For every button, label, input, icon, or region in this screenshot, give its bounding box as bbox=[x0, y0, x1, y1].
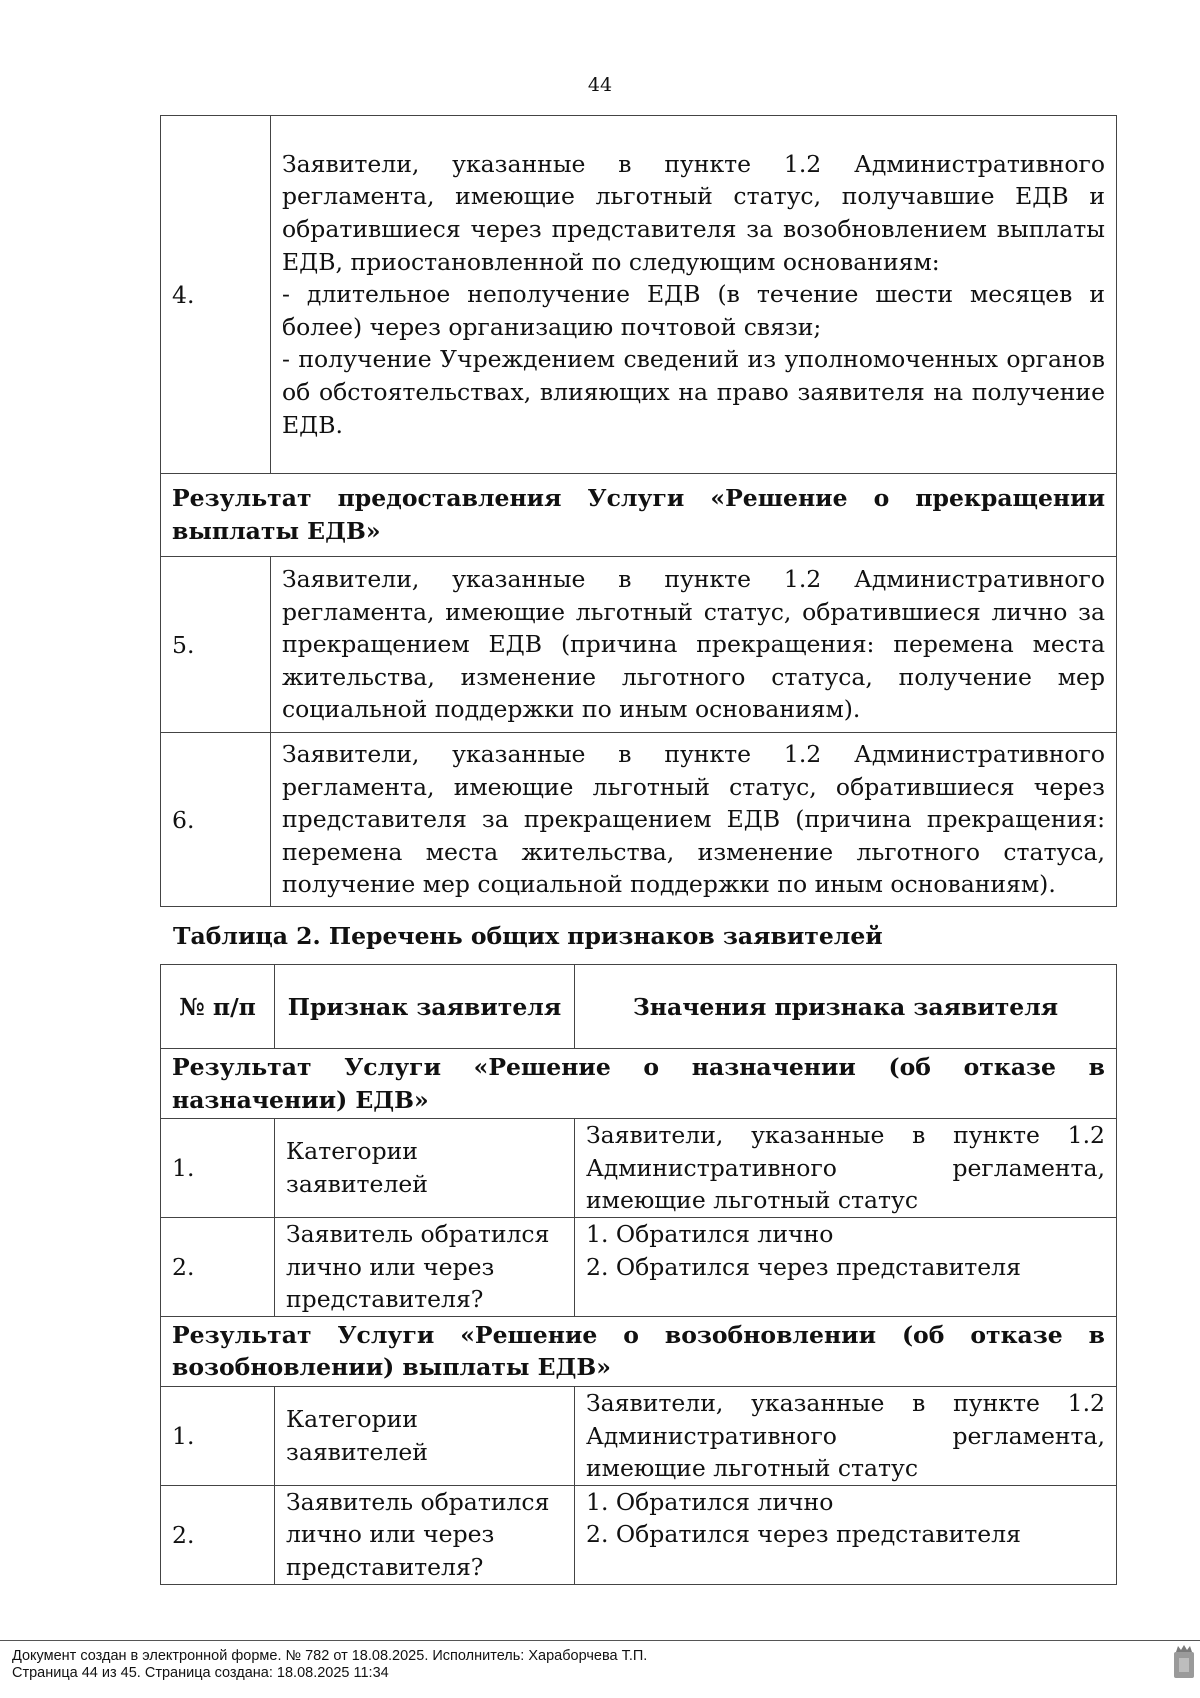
row-description: Заявители, указанные в пункте 1.2 Административного регламента, имеющие льготный статус, обратившиеся лично за прекращением ЕДВ (причина прекращения: перемена места жительства, изменение льготного статуса, получение мер социальной поддержки по иным основаниям). bbox=[271, 557, 1117, 733]
section-header-row bbox=[161, 474, 1117, 557]
row-number: 4. bbox=[161, 116, 271, 474]
attribute-name: Категории заявителей bbox=[275, 1386, 575, 1485]
table-header-row bbox=[161, 965, 1117, 1049]
applicants-table-continued bbox=[160, 115, 1117, 907]
table-row bbox=[161, 557, 1117, 733]
section-title-termination: Результат предоставления Услуги «Решение о прекращении выплаты ЕДВ» bbox=[161, 474, 1117, 557]
section-header-row bbox=[161, 1316, 1117, 1386]
row-description bbox=[271, 116, 1117, 474]
page-number: 44 bbox=[587, 74, 613, 96]
coat-of-arms-icon bbox=[1172, 1644, 1196, 1680]
footer-line-1: Документ создан в электронной форме. № 782 от 18.08.2025. Исполнитель: Хараборчева Т.П. bbox=[12, 1648, 648, 1664]
row-description: Заявители, указанные в пункте 1.2 Административного регламента, имеющие льготный статус, обратившиеся через представителя за прекращением ЕДВ (причина прекращения: перемена места жительства, изменение льготного статуса, получение мер социальной поддержки по иным основаниям). bbox=[271, 733, 1117, 907]
table-row bbox=[161, 1217, 1117, 1316]
attribute-name: Категории заявителей bbox=[275, 1119, 575, 1218]
document-footer bbox=[0, 1640, 1200, 1698]
table-caption: Таблица 2. Перечень общих признаков заявителей bbox=[173, 922, 883, 950]
footer-line-2: Страница 44 из 45. Страница создана: 18.08.2025 11:34 bbox=[12, 1664, 389, 1681]
attribute-name: Заявитель обратился лично или через представителя? bbox=[275, 1485, 575, 1584]
attribute-name: Заявитель обратился лично или через представителя? bbox=[275, 1217, 575, 1316]
column-header-attribute: Признак заявителя bbox=[275, 965, 575, 1049]
row-number: 2. bbox=[161, 1217, 275, 1316]
row-description-line: Заявители, указанные в пункте 1.2 Административного регламента, имеющие льготный статус, получавшие ЕДВ и обратившиеся через представителя за возобновлением выплаты ЕДВ, приостановленной по следующим основаниям: bbox=[282, 149, 1105, 276]
row-number: 2. bbox=[161, 1485, 275, 1584]
attribute-value bbox=[575, 1485, 1117, 1584]
value-option: 2. Обратился через представителя bbox=[586, 1520, 1021, 1549]
row-number: 5. bbox=[161, 557, 271, 733]
table-row bbox=[161, 1119, 1117, 1218]
table-row bbox=[161, 1485, 1117, 1584]
row-number: 1. bbox=[161, 1386, 275, 1485]
column-header-values: Значения признака заявителя bbox=[575, 965, 1117, 1049]
footer-divider bbox=[0, 1640, 1200, 1641]
applicant-attributes-table bbox=[160, 964, 1117, 1585]
attribute-value bbox=[575, 1217, 1117, 1316]
footer-text bbox=[12, 1648, 647, 1681]
row-number: 1. bbox=[161, 1119, 275, 1218]
row-description-line: - длительное неполучение ЕДВ (в течение шести месяцев и более) через организацию почтовой связи; bbox=[282, 280, 1105, 341]
section-header-row bbox=[161, 1049, 1117, 1119]
table-row bbox=[161, 116, 1117, 474]
table-row bbox=[161, 1386, 1117, 1485]
row-number: 6. bbox=[161, 733, 271, 907]
section-title-assignment: Результат Услуги «Решение о назначении (об отказе в назначении) ЕДВ» bbox=[161, 1049, 1117, 1119]
value-option: 1. Обратился лично bbox=[586, 1487, 834, 1516]
attribute-value: Заявители, указанные в пункте 1.2 Административного регламента, имеющие льготный статус bbox=[575, 1386, 1117, 1485]
attribute-value: Заявители, указанные в пункте 1.2 Административного регламента, имеющие льготный статус bbox=[575, 1119, 1117, 1218]
value-option: 2. Обратился через представителя bbox=[586, 1252, 1021, 1281]
column-header-number: № п/п bbox=[161, 965, 275, 1049]
section-title-resumption: Результат Услуги «Решение о возобновлении (об отказе в возобновлении) выплаты ЕДВ» bbox=[161, 1316, 1117, 1386]
value-option: 1. Обратился лично bbox=[586, 1219, 834, 1248]
row-description-line: - получение Учреждением сведений из уполномоченных органов об обстоятельствах, влияющих на право заявителя на получение ЕДВ. bbox=[282, 345, 1105, 439]
table-row bbox=[161, 733, 1117, 907]
